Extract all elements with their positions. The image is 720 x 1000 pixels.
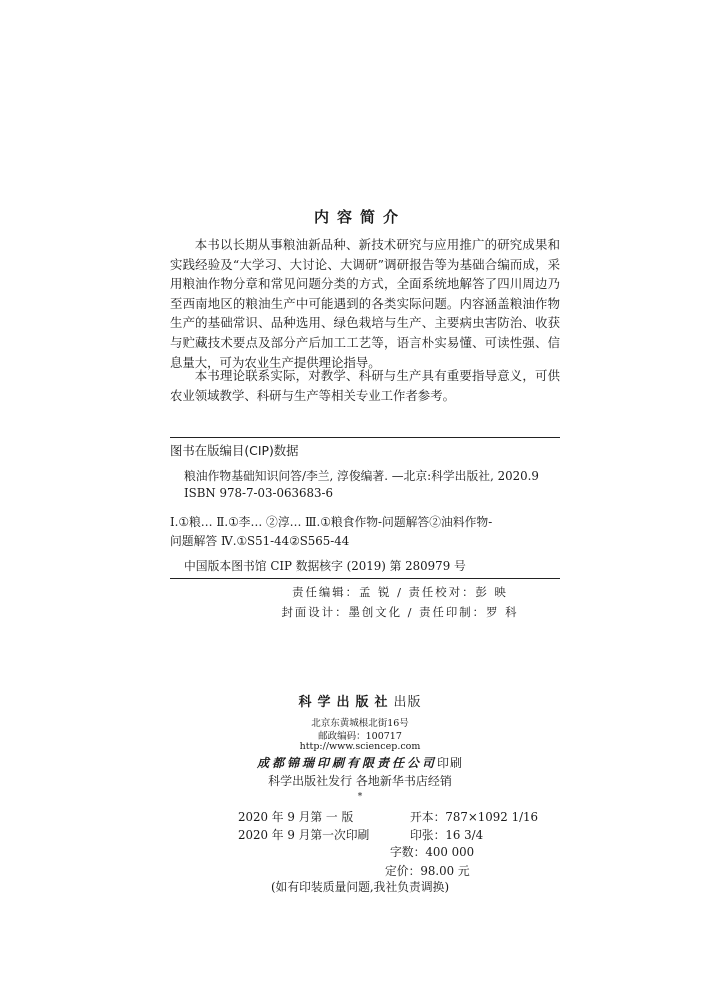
publisher-suffix: 出版 (393, 695, 422, 710)
printing-date: 2020 年 9 月第一次印刷 (238, 828, 370, 842)
printed-sheets: 印张：16 3/4 (410, 828, 484, 842)
word-count: 字数：400 000 (390, 845, 475, 859)
cip-classification-line-2: 问题解答 Ⅳ.①S51-44②S565-44 (170, 534, 350, 548)
intro-paragraph-2: 本书理论联系实际，对教学、科研与生产具有重要指导意义，可供农业领域教学、科研与生产等相关专业工作者参考。 (170, 368, 560, 403)
quality-notice: (如有印装质量问题,我社负责调换) (270, 880, 450, 894)
printer-suffix: 印刷 (437, 756, 464, 770)
book-format: 开本：787×1092 1/16 (410, 810, 539, 824)
cip-isbn: ISBN 978-7-03-063683-6 (184, 486, 333, 500)
cip-approval-number: 中国版本图书馆 CIP 数据核字 (2019) 第 280979 号 (184, 559, 466, 573)
book-price: 定价：98.00 元 (385, 864, 470, 878)
publisher-address: 北京东黄城根北街16号 (311, 718, 409, 729)
distribution-info: 科学出版社发行 各地新华书店经销 (268, 774, 452, 788)
separator-star: * (357, 792, 363, 802)
publisher-postcode: 邮政编码：100717 (318, 731, 402, 742)
cip-catalog-entry: 粮油作物基础知识问答/李兰, 淳俊编著. —北京:科学出版社, 2020.9 (184, 469, 539, 483)
publisher-name-text: 科学出版社 (298, 695, 394, 710)
edition-date: 2020 年 9 月第 一 版 (238, 810, 354, 824)
intro-paragraph-1: 本书以长期从事粮油新品种、新技术研究与应用推广的研究成果和实践经验及“大学习、大讨论、大调研”调研报告等为基础合编而成，采用粮油作物分章和常见问题分类的方式，全面系统地解答了四川周边乃至西南地区的粮油生产中可能遇到的各类实际问题。内容涵盖粮油作物生产的基础常识、品种选用、绿色栽培与生产、主要病虫害防治、收获与贮藏技术要点及部分产后加工工艺等，语言朴实易懂、可读性强、信息量大，可为农业生产提供理论指导。 (170, 237, 560, 370)
cip-classification-line-1: Ⅰ.①粮… Ⅱ.①李… ②淳… Ⅲ.①粮食作物-问题解答②油料作物- (170, 515, 493, 529)
printer-name (0, 754, 720, 771)
publisher-website: http://www.sciencep.com (299, 741, 421, 752)
editor-credits: 责任编辑：孟 锐 / 责任校对：彭 映 (292, 585, 508, 599)
cip-heading: 图书在版编目(CIP)数据 (170, 443, 299, 458)
publisher-name (0, 691, 720, 710)
printer-name-text: 成都锦瑞印刷有限责任公司 (256, 756, 437, 770)
section-title: 内容简介 (313, 208, 406, 226)
design-credits: 封面设计：墨创文化 / 责任印制：罗 科 (281, 605, 519, 619)
